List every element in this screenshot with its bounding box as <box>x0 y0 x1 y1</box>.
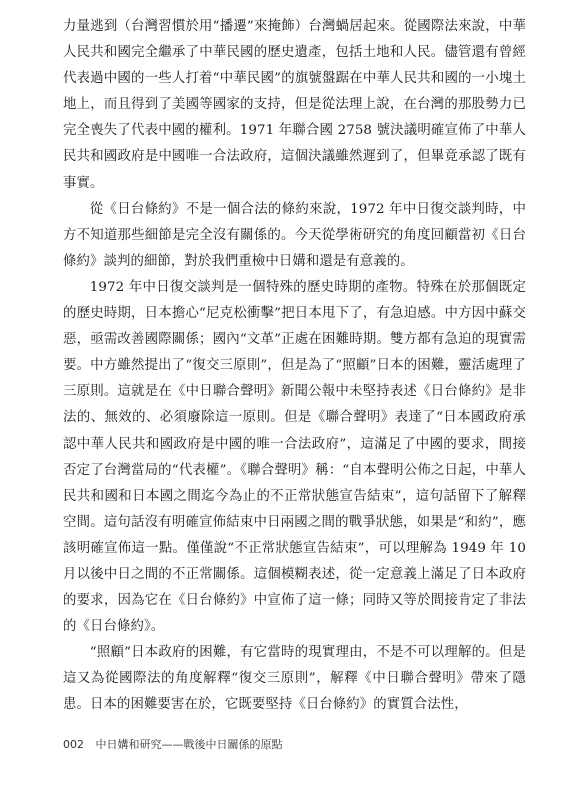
paragraph-4: “照顧”日本政府的困難，有它當時的現實理由，不是不可以理解的。但是這又為從國際法的角度解釋“復交三原則”，解釋《中日聯合聲明》帶來了隱患。日本的困難要害在於，它既要堅持《日台條約》的實質合法性， <box>63 645 526 713</box>
running-title: 中日媾和研究——戰後中日關係的原點 <box>95 738 283 751</box>
paragraph-2: 從《日台條約》不是一個合法的條約來說，1972 年中日復交談判時，中方不知道那些細節是完全沒有關係的。今天從學術研究的角度回顧當初《日台條約》談判的細節，對於我們重檢中日媾和還是有意義的。 <box>63 201 526 269</box>
paragraph-3: 1972 年中日復交談判是一個特殊的歷史時期的產物。特殊在於那個既定的歷史時期，日本擔心“尼克松衝擊”把日本甩下了，有急迫感。中方因中蘇交惡，亟需改善國際關係；國內“文革”正處在困難時期。雙方都有急迫的現實需要。中方雖然提出了“復交三原則”，但是為了“照顧”日本的困難，靈活處理了三原則。這就是在《中日聯合聲明》新聞公報中未堅持表述《日台條約》是非法的、無效的、必須廢除這一原則。但是《聯合聲明》表達了“日本國政府承認中華人民共和國政府是中國的唯一合法政府”，這滿足了中國的要求，間接否定了台灣當局的“代表權”。《聯合聲明》稱：“自本聲明公佈之日起，中華人民共和國和日本國之間迄今為止的不正常狀態宣告結束”，這句話留下了解釋空間。這句話沒有明確宣佈結束中日兩國之間的戰爭狀態，如果是“和約”，應該明確宣佈這一點。僅僅說“不正常狀態宣告結束”，可以理解為 1949 年 10 月以後中日之間的不正常關係。這個模糊表述，從一定意義上滿足了日本政府的要求，因為它在《日台條約》中宣佈了這一條；同時又等於間接肯定了非法的《日台條約》。 <box>63 279 526 635</box>
page-footer <box>63 736 283 752</box>
page-number: 002 <box>63 738 84 751</box>
body-text <box>63 14 526 719</box>
paragraph-1: 力量逃到（台灣習慣於用“播遷”來掩飾）台灣蝸居起來。從國際法來說，中華人民共和國完全繼承了中華民國的歷史遺產，包括土地和人民。儘管還有曾經代表過中國的一些人打着“中華民國”的旗號盤踞在中華人民共和國的一小塊土地上，而且得到了美國等國家的支持，但是從法理上說，在台灣的那股勢力已完全喪失了代表中國的權利。1971 年聯合國 2758 號決議明確宣佈了中華人民共和國政府是中國唯一合法政府，這個決議雖然遲到了，但畢竟承認了既有事實。 <box>63 19 526 191</box>
